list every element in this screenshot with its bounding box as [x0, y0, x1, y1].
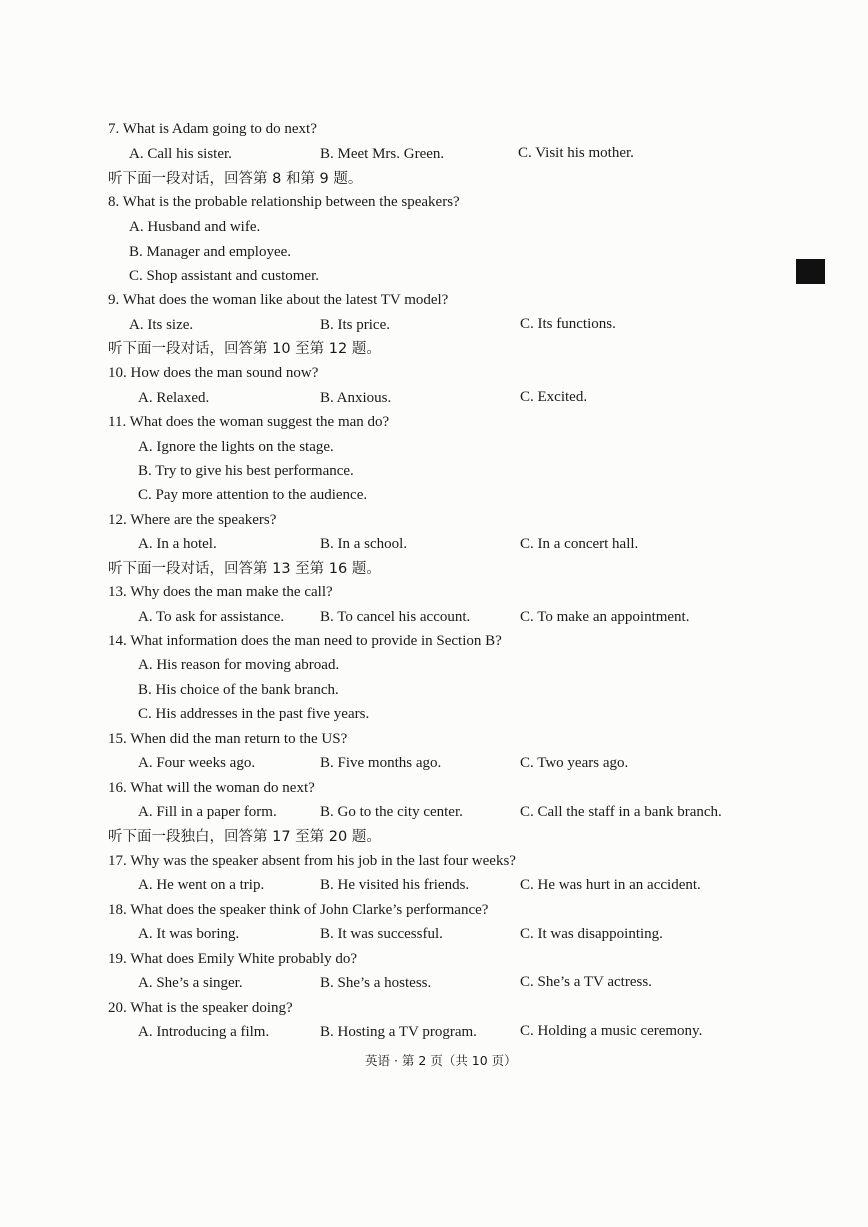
q11-option-b: B. Try to give his best performance. [138, 463, 354, 479]
q11-option-c: C. Pay more attention to the audience. [138, 487, 368, 503]
q12-option-c: C. In a concert hall. [520, 536, 639, 552]
q15-option-a: A. Four weeks ago. [138, 755, 256, 771]
q20-option-c: C. Holding a music ceremony. [520, 1023, 703, 1039]
q15-option-c: C. Two years ago. [520, 755, 629, 771]
q8-option-a: A. Husband and wife. [129, 219, 261, 235]
q20-option-b: B. Hosting a TV program. [320, 1024, 477, 1040]
q7-option-b: B. Meet Mrs. Green. [320, 146, 445, 162]
q14-stem: 14. What information does the man need to provide in Section B? [108, 633, 502, 649]
q16-option-c: C. Call the staff in a bank branch. [520, 804, 722, 820]
q19-option-c: C. She’s a TV actress. [520, 974, 652, 990]
q15-stem: 15. When did the man return to the US? [108, 731, 348, 747]
q12-stem: 12. Where are the speakers? [108, 512, 277, 528]
q7-stem: 7. What is Adam going to do next? [108, 121, 317, 137]
q20-stem: 20. What is the speaker doing? [108, 1000, 293, 1016]
q18-option-c: C. It was disappointing. [520, 926, 663, 942]
q13-option-a: A. To ask for assistance. [138, 609, 285, 625]
instruction-8-9: 听下面一段对话，回答第 8 和第 9 题。 [108, 171, 363, 187]
q9-stem: 9. What does the woman like about the latest TV model? [108, 292, 449, 308]
q18-option-a: A. It was boring. [138, 926, 240, 942]
q18-stem: 18. What does the speaker think of John Clarke’s performance? [108, 902, 489, 918]
q9-option-c: C. Its functions. [520, 316, 616, 332]
q7-option-a: A. Call his sister. [129, 146, 232, 162]
q7-option-c: C. Visit his mother. [518, 145, 634, 161]
q10-option-c: C. Excited. [520, 389, 588, 405]
q13-option-b: B. To cancel his account. [320, 609, 471, 625]
q19-option-b: B. She’s a hostess. [320, 975, 432, 991]
instruction-10-12: 听下面一段对话，回答第 10 至第 12 题。 [108, 341, 381, 357]
q19-stem: 19. What does Emily White probably do? [108, 951, 357, 967]
scan-registration-mark [796, 259, 825, 284]
q17-option-c: C. He was hurt in an accident. [520, 877, 701, 893]
q8-stem: 8. What is the probable relationship between the speakers? [108, 194, 460, 210]
q14-option-a: A. His reason for moving abroad. [138, 657, 340, 673]
q17-option-b: B. He visited his friends. [320, 877, 470, 893]
q11-stem: 11. What does the woman suggest the man do? [108, 414, 390, 430]
q14-option-c: C. His addresses in the past five years. [138, 706, 370, 722]
q8-option-b: B. Manager and employee. [129, 244, 292, 260]
page-footer: 英语 · 第 2 页（共 10 页） [365, 1053, 517, 1068]
q12-option-b: B. In a school. [320, 536, 408, 552]
q19-option-a: A. She’s a singer. [138, 975, 243, 991]
q11-option-a: A. Ignore the lights on the stage. [138, 439, 334, 455]
q18-option-b: B. It was successful. [320, 926, 443, 942]
q16-option-b: B. Go to the city center. [320, 804, 463, 820]
q9-option-b: B. Its price. [320, 317, 390, 333]
q9-option-a: A. Its size. [129, 317, 194, 333]
q13-option-c: C. To make an appointment. [520, 609, 690, 625]
q12-option-a: A. In a hotel. [138, 536, 217, 552]
instruction-13-16: 听下面一段对话，回答第 13 至第 16 题。 [108, 561, 381, 577]
q10-option-b: B. Anxious. [320, 390, 392, 406]
instruction-17-20: 听下面一段独白，回答第 17 至第 20 题。 [108, 829, 381, 845]
q16-option-a: A. Fill in a paper form. [138, 804, 277, 820]
q13-stem: 13. Why does the man make the call? [108, 584, 333, 600]
q10-option-a: A. Relaxed. [138, 390, 210, 406]
q8-option-c: C. Shop assistant and customer. [129, 268, 319, 284]
q20-option-a: A. Introducing a film. [138, 1024, 270, 1040]
q14-option-b: B. His choice of the bank branch. [138, 682, 339, 698]
q17-stem: 17. Why was the speaker absent from his job in the last four weeks? [108, 853, 516, 869]
q10-stem: 10. How does the man sound now? [108, 365, 319, 381]
q16-stem: 16. What will the woman do next? [108, 780, 315, 796]
q17-option-a: A. He went on a trip. [138, 877, 265, 893]
q15-option-b: B. Five months ago. [320, 755, 442, 771]
